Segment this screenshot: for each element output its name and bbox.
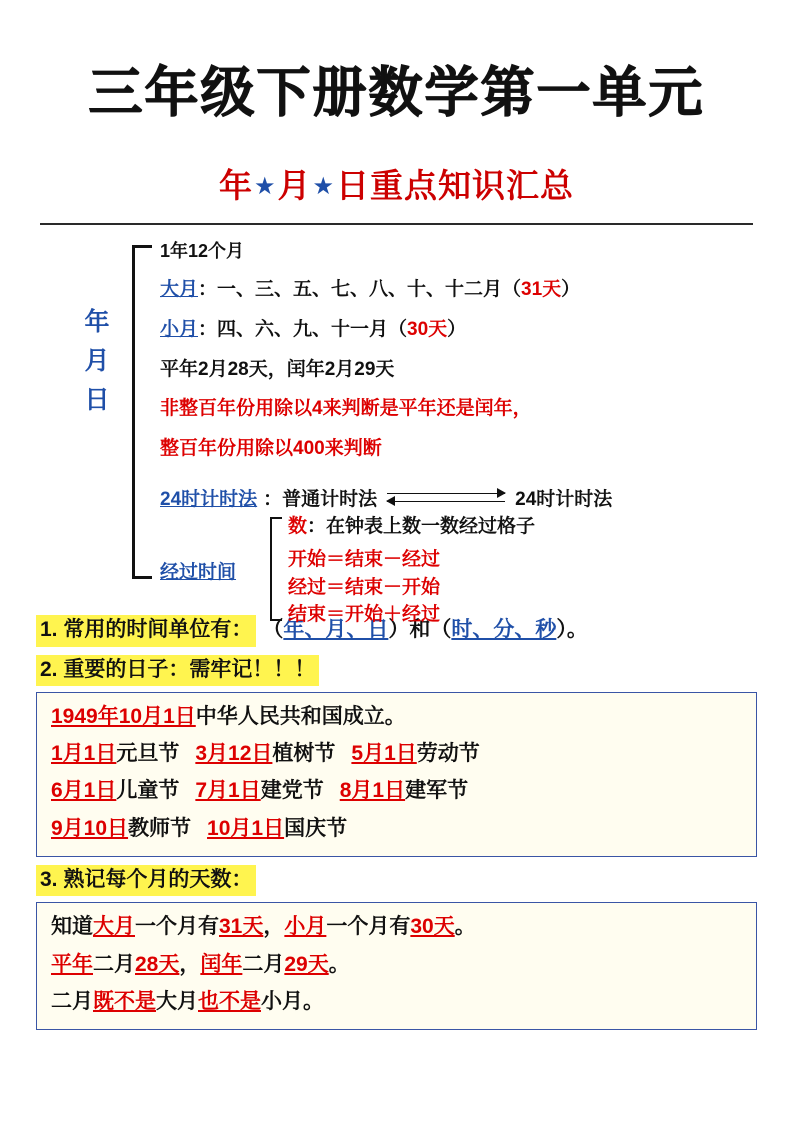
date-line-group-3 — [51, 815, 744, 842]
formula-end: 结束＝开始＋经过 — [288, 604, 441, 626]
event-national-day: 国庆节 — [284, 816, 348, 840]
m2-leap-year: 闰年 — [200, 952, 243, 976]
left-label-line-3: 日 — [84, 385, 110, 414]
event-new-year: 元旦节 — [116, 742, 180, 766]
month-days-line-2 — [51, 951, 744, 978]
row-leap-rule-2: 整百年份用除以400来判断 — [160, 437, 382, 459]
large-brace-icon — [132, 245, 152, 579]
section-2 — [36, 655, 757, 857]
m1-p1: 知道 — [51, 915, 93, 939]
date-line-founding — [51, 703, 744, 730]
important-dates-box — [36, 692, 757, 857]
m3-p2: 大月 — [156, 989, 198, 1013]
big-month-label: 大月 — [160, 279, 199, 301]
notation-ordinary-label: ：普通计时法 — [263, 489, 378, 511]
subtitle-part-year: 年 — [218, 167, 253, 205]
event-army-day: 建军节 — [405, 779, 469, 803]
paren-mid: ）和（ — [388, 618, 452, 642]
page-title: 三年级下册数学第一单元 — [88, 63, 705, 123]
m3-nor: 也不是 — [198, 989, 261, 1013]
small-brace-icon — [270, 517, 282, 621]
m3-neither: 既不是 — [93, 989, 156, 1013]
small-month-text: ：四、六、九、十一月（ — [198, 319, 408, 341]
page-subtitle — [219, 160, 574, 207]
m1-31days: 31天 — [219, 915, 264, 939]
elapsed-count-key: 数 — [288, 516, 308, 538]
small-month-days: 30天 — [407, 319, 448, 341]
paren-close: ）。 — [556, 618, 588, 642]
m1-big-month: 大月 — [93, 915, 135, 939]
event-arbor-day: 植树节 — [272, 742, 336, 766]
date-party-day: 7月1日 — [195, 779, 261, 803]
section-3-heading: 3. 熟记每个月的天数： — [36, 865, 256, 896]
unit-group-1: 年、月、日 — [283, 618, 389, 642]
elapsed-count-line — [288, 513, 535, 541]
event-childrens-day: 儿童节 — [116, 779, 180, 803]
left-label-line-2: 月 — [84, 347, 110, 376]
small-month-tail: ） — [447, 319, 467, 341]
paren-open: （ — [262, 618, 284, 642]
m1-small-month: 小月 — [284, 915, 327, 939]
m2-28days: 28天 — [135, 952, 180, 976]
date-line-group-2 — [51, 777, 744, 804]
formula-start: 开始＝结束－经过 — [288, 548, 441, 570]
formula-elapsed: 经过＝结束－开始 — [288, 576, 441, 598]
m1-p5: 。 — [454, 915, 476, 939]
elapsed-count-text: ：在钟表上数一数经过格子 — [307, 516, 536, 538]
m2-p1: 二月 — [93, 952, 135, 976]
m1-p4: 一个月有 — [326, 915, 411, 939]
star-icon: ★ — [312, 173, 336, 201]
m2-29days: 29天 — [284, 952, 329, 976]
diagram-left-label — [74, 303, 120, 419]
big-month-text: ：一、三、五、七、八、十、十二月（ — [198, 279, 522, 301]
small-month-label: 小月 — [160, 319, 199, 341]
section-2-heading: 2. 重要的日子：需牢记！！！ — [36, 655, 319, 686]
m1-30days: 30天 — [410, 915, 455, 939]
subtitle-row — [36, 160, 757, 207]
notation-24h-right-label: 24时计时法 — [515, 489, 613, 511]
m1-p2: 一个月有 — [135, 915, 219, 939]
row-february-days: 平年2月28天，闰年2月29天 — [160, 358, 395, 380]
subtitle-part-month: 月 — [277, 167, 312, 205]
date-army-day: 8月1日 — [339, 779, 406, 803]
m2-p3: 二月 — [242, 952, 285, 976]
date-national-day: 10月1日 — [207, 816, 285, 840]
date-arbor-day: 3月12日 — [195, 742, 273, 766]
event-teachers-day: 教师节 — [128, 816, 192, 840]
m3-p1: 二月 — [51, 989, 93, 1013]
notation-24h-label: 24时计时法 — [160, 489, 258, 511]
elapsed-time-label: 经过时间 — [160, 562, 237, 584]
row-leap-rule-1: 非整百年份用除以4来判断是平年还是闰年， — [160, 398, 532, 420]
date-teachers-day: 9月10日 — [51, 816, 129, 840]
month-days-line-3 — [51, 988, 744, 1015]
date-line-group-1 — [51, 740, 744, 767]
m2-common-year: 平年 — [51, 952, 93, 976]
subtitle-part-day: 日重点知识汇总 — [336, 167, 575, 205]
divider — [40, 223, 753, 225]
big-month-days: 31天 — [521, 279, 562, 301]
elapsed-time-group — [160, 517, 757, 629]
row-months-per-year: 1年12个月 — [160, 241, 245, 262]
m1-p3: ， — [263, 915, 285, 939]
m3-p3: 小月。 — [261, 989, 324, 1013]
m2-p2: ， — [179, 952, 201, 976]
month-days-line-1 — [51, 913, 744, 940]
row-24hour-notation — [160, 484, 757, 511]
section-1-heading: 1. 常用的时间单位有： — [36, 615, 256, 646]
row-small-months — [160, 317, 757, 344]
month-days-box — [36, 902, 757, 1030]
row-big-months — [160, 277, 757, 304]
diagram-rows — [160, 235, 757, 629]
big-month-tail: ） — [561, 279, 581, 301]
elapsed-time-lines — [288, 513, 535, 628]
double-arrow-icon — [387, 488, 505, 508]
date-childrens-day: 6月1日 — [51, 779, 117, 803]
event-party-day: 建党节 — [260, 779, 324, 803]
date-founding: 1949年10月1日 — [51, 704, 196, 728]
brace-diagram — [36, 235, 757, 626]
event-labor-day: 劳动节 — [416, 742, 480, 766]
m2-p4: 。 — [328, 952, 350, 976]
event-founding: 中华人民共和国成立。 — [195, 704, 406, 728]
star-icon: ★ — [253, 173, 277, 201]
section-3 — [36, 865, 757, 1030]
date-new-year: 1月1日 — [51, 742, 117, 766]
unit-group-2: 时、分、秒 — [451, 618, 557, 642]
date-labor-day: 5月1日 — [351, 742, 417, 766]
left-label-line-1: 年 — [84, 308, 110, 337]
